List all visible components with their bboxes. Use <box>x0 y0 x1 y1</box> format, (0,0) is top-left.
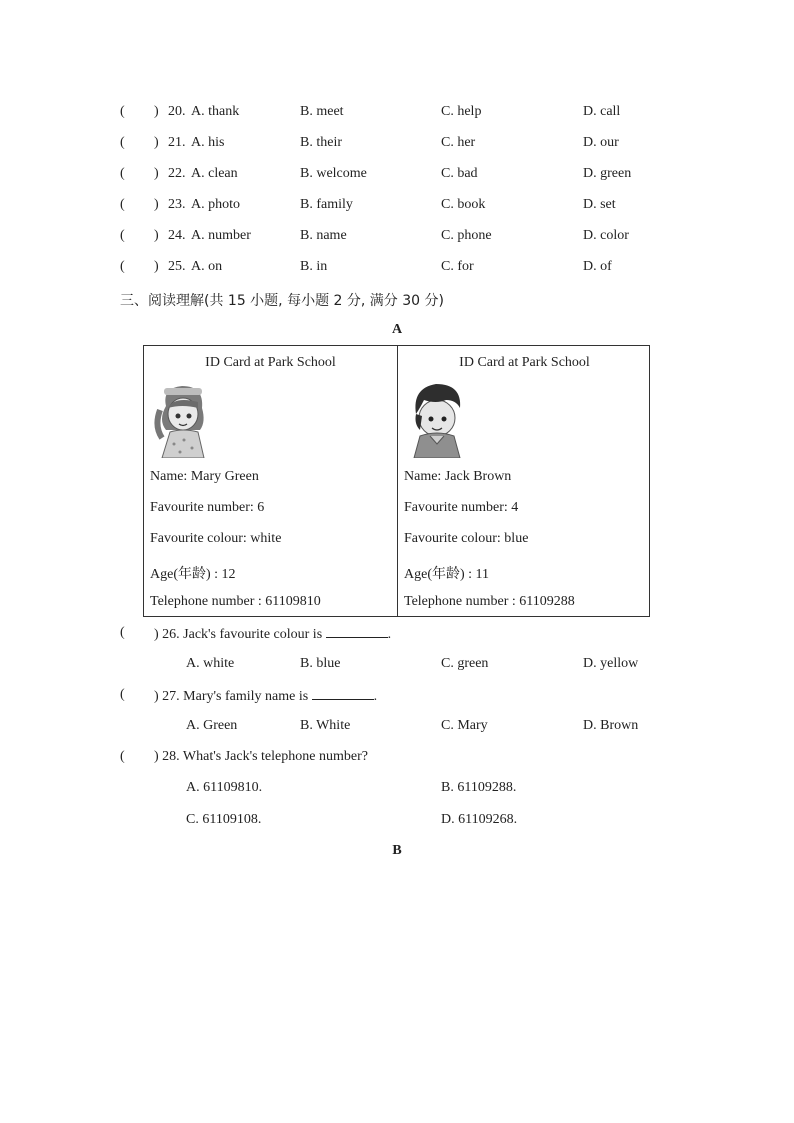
paren-open: ( <box>120 135 125 150</box>
paren-open: ( <box>120 197 125 212</box>
option-a[interactable]: A. on <box>191 259 223 274</box>
question-number-text: 23. <box>168 197 186 212</box>
card-age: Age(年龄) : 12 <box>150 567 236 582</box>
option-d[interactable]: D. color <box>583 228 629 243</box>
option-b[interactable]: B. name <box>300 228 347 243</box>
question-end: . <box>373 689 378 704</box>
id-card-table <box>143 345 650 617</box>
paren-close: ) <box>154 259 159 274</box>
option-c[interactable]: C. book <box>441 197 486 212</box>
option-c[interactable]: C. for <box>441 259 474 274</box>
option-c[interactable]: C. her <box>441 135 476 150</box>
passage-a-label: A <box>391 322 403 337</box>
option-d[interactable]: D. call <box>583 104 621 119</box>
question-21 <box>120 135 680 153</box>
option-b[interactable]: B. in <box>300 259 328 274</box>
id-card-mary <box>144 346 397 616</box>
question-number-text: 20. <box>168 104 186 119</box>
option-d[interactable]: D. our <box>583 135 619 150</box>
card-favourite-number: Favourite number: 6 <box>150 500 265 515</box>
option-c[interactable]: C. bad <box>441 166 478 181</box>
question-25 <box>120 259 680 277</box>
option-c[interactable]: C. green <box>441 656 489 671</box>
paren-close: ) <box>154 197 159 212</box>
option-a[interactable]: A. thank <box>191 104 240 119</box>
card-name: Name: Mary Green <box>150 469 259 484</box>
card-title: ID Card at Park School <box>459 355 590 370</box>
boy-avatar-icon <box>406 378 468 458</box>
option-b[interactable]: B. family <box>300 197 353 212</box>
option-b[interactable]: B. welcome <box>300 166 367 181</box>
option-d[interactable]: D. green <box>583 166 632 181</box>
card-telephone: Telephone number : 61109810 <box>150 594 321 609</box>
paren-open: ( <box>120 749 125 764</box>
question-24 <box>120 228 680 246</box>
question-number-text: 22. <box>168 166 186 181</box>
paren-open: ( <box>120 228 125 243</box>
card-name: Name: Jack Brown <box>404 469 512 484</box>
card-title: ID Card at Park School <box>205 355 336 370</box>
option-a[interactable]: A. 61109810. <box>186 780 263 795</box>
paren-close: ) <box>154 166 159 181</box>
question-stem <box>154 687 377 705</box>
option-c[interactable]: C. Mary <box>441 718 488 733</box>
option-b[interactable]: B. meet <box>300 104 344 119</box>
paren-close: ) <box>154 228 159 243</box>
question-number-text: 25. <box>168 259 186 274</box>
id-card-jack <box>398 346 651 616</box>
option-a[interactable]: A. number <box>191 228 251 243</box>
option-a[interactable]: A. his <box>191 135 225 150</box>
question-stem-text: ) 27. Mary's family name is <box>154 689 309 704</box>
answer-blank[interactable] <box>312 687 374 700</box>
girl-avatar-icon <box>152 378 214 458</box>
option-b[interactable]: B. blue <box>300 656 341 671</box>
question-number-text: 24. <box>168 228 186 243</box>
option-c[interactable]: C. phone <box>441 228 492 243</box>
card-favourite-colour: Favourite colour: white <box>150 531 282 546</box>
card-telephone: Telephone number : 61109288 <box>404 594 575 609</box>
option-a[interactable]: A. photo <box>191 197 240 212</box>
paren-open: ( <box>120 104 125 119</box>
option-d[interactable]: D. yellow <box>583 656 639 671</box>
option-b[interactable]: B. 61109288. <box>441 780 517 795</box>
card-age: Age(年龄) : 11 <box>404 567 490 582</box>
option-a[interactable]: A. clean <box>191 166 238 181</box>
card-favourite-colour: Favourite colour: blue <box>404 531 529 546</box>
question-23 <box>120 197 680 215</box>
option-b[interactable]: B. their <box>300 135 342 150</box>
option-d[interactable]: D. 61109268. <box>441 812 518 827</box>
question-number-text: 21. <box>168 135 186 150</box>
option-a[interactable]: A. white <box>186 656 235 671</box>
question-end: . <box>387 627 392 642</box>
question-stem-text: ) 26. Jack's favourite colour is <box>154 627 323 642</box>
paren-open: ( <box>120 687 125 702</box>
section-heading: 三、阅读理解(共 15 小题, 每小题 2 分, 满分 30 分) <box>120 293 444 309</box>
passage-b-label: B <box>392 843 402 858</box>
question-22 <box>120 166 680 184</box>
answer-blank[interactable] <box>326 625 388 638</box>
option-d[interactable]: D. set <box>583 197 616 212</box>
option-a[interactable]: A. Green <box>186 718 238 733</box>
option-d[interactable]: D. of <box>583 259 612 274</box>
question-20 <box>120 104 680 122</box>
paren-open: ( <box>120 259 125 274</box>
question-stem-text: ) 28. What's Jack's telephone number? <box>154 749 368 764</box>
option-c[interactable]: C. 61109108. <box>186 812 262 827</box>
question-number: ) <box>154 104 159 119</box>
option-d[interactable]: D. Brown <box>583 718 639 733</box>
option-c[interactable]: C. help <box>441 104 482 119</box>
card-favourite-number: Favourite number: 4 <box>404 500 519 515</box>
paren-open: ( <box>120 166 125 181</box>
paren-open: ( <box>120 625 125 640</box>
paren-close: ) <box>154 135 159 150</box>
question-stem <box>154 625 391 643</box>
option-b[interactable]: B. White <box>300 718 351 733</box>
